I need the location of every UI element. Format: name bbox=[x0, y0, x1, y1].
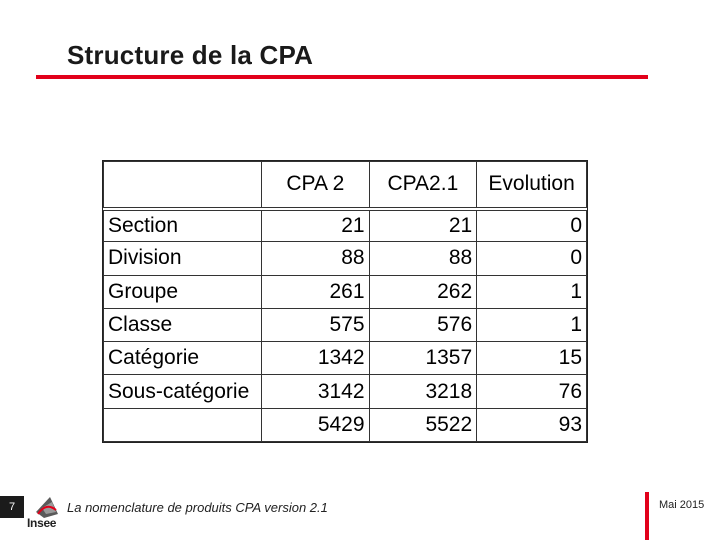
row-label: Division bbox=[104, 242, 262, 275]
evolution-value: 0 bbox=[477, 209, 587, 242]
cpa21-value: 1357 bbox=[369, 342, 477, 375]
row-label: Catégorie bbox=[104, 342, 262, 375]
cpa2-value: 575 bbox=[262, 308, 369, 341]
row-label bbox=[104, 408, 262, 441]
evolution-value: 1 bbox=[477, 275, 587, 308]
header-cpa2: CPA 2 bbox=[262, 162, 369, 209]
table-row bbox=[104, 342, 587, 375]
cpa2-value: 3142 bbox=[262, 375, 369, 408]
header-cpa21: CPA2.1 bbox=[369, 162, 477, 209]
cpa2-value: 21 bbox=[262, 209, 369, 242]
cpa2-value: 261 bbox=[262, 275, 369, 308]
footer-date: Mai 2015 bbox=[659, 499, 705, 511]
header-evolution: Evolution bbox=[477, 162, 587, 209]
table-row bbox=[104, 275, 587, 308]
cpa2-total: 5429 bbox=[262, 408, 369, 441]
footer-title: La nomenclature de produits CPA version 2.1 bbox=[67, 500, 328, 515]
footer-divider bbox=[645, 492, 649, 540]
row-label: Section bbox=[104, 209, 262, 242]
evolution-value: 76 bbox=[477, 375, 587, 408]
cpa21-value: 88 bbox=[369, 242, 477, 275]
page-number: 7 bbox=[0, 496, 24, 518]
table-row bbox=[104, 242, 587, 275]
row-label: Classe bbox=[104, 308, 262, 341]
cpa21-value: 262 bbox=[369, 275, 477, 308]
cpa-structure-table bbox=[102, 160, 588, 443]
cpa21-value: 3218 bbox=[369, 375, 477, 408]
row-label: Groupe bbox=[104, 275, 262, 308]
table-total-row bbox=[104, 408, 587, 441]
evolution-value: 0 bbox=[477, 242, 587, 275]
evolution-value: 15 bbox=[477, 342, 587, 375]
evolution-value: 1 bbox=[477, 308, 587, 341]
slide-title: Structure de la CPA bbox=[67, 40, 314, 70]
table-header-row bbox=[104, 162, 587, 209]
table-row bbox=[104, 308, 587, 341]
logo-text: Insee bbox=[27, 516, 57, 530]
cpa21-value: 21 bbox=[369, 209, 477, 242]
table-row bbox=[104, 375, 587, 408]
cpa21-total: 5522 bbox=[369, 408, 477, 441]
row-label: Sous-catégorie bbox=[104, 375, 262, 408]
cpa2-value: 1342 bbox=[262, 342, 369, 375]
title-underline bbox=[36, 75, 648, 79]
cpa2-value: 88 bbox=[262, 242, 369, 275]
table-row bbox=[104, 209, 587, 242]
evolution-total: 93 bbox=[477, 408, 587, 441]
cpa21-value: 576 bbox=[369, 308, 477, 341]
header-empty bbox=[104, 162, 262, 209]
